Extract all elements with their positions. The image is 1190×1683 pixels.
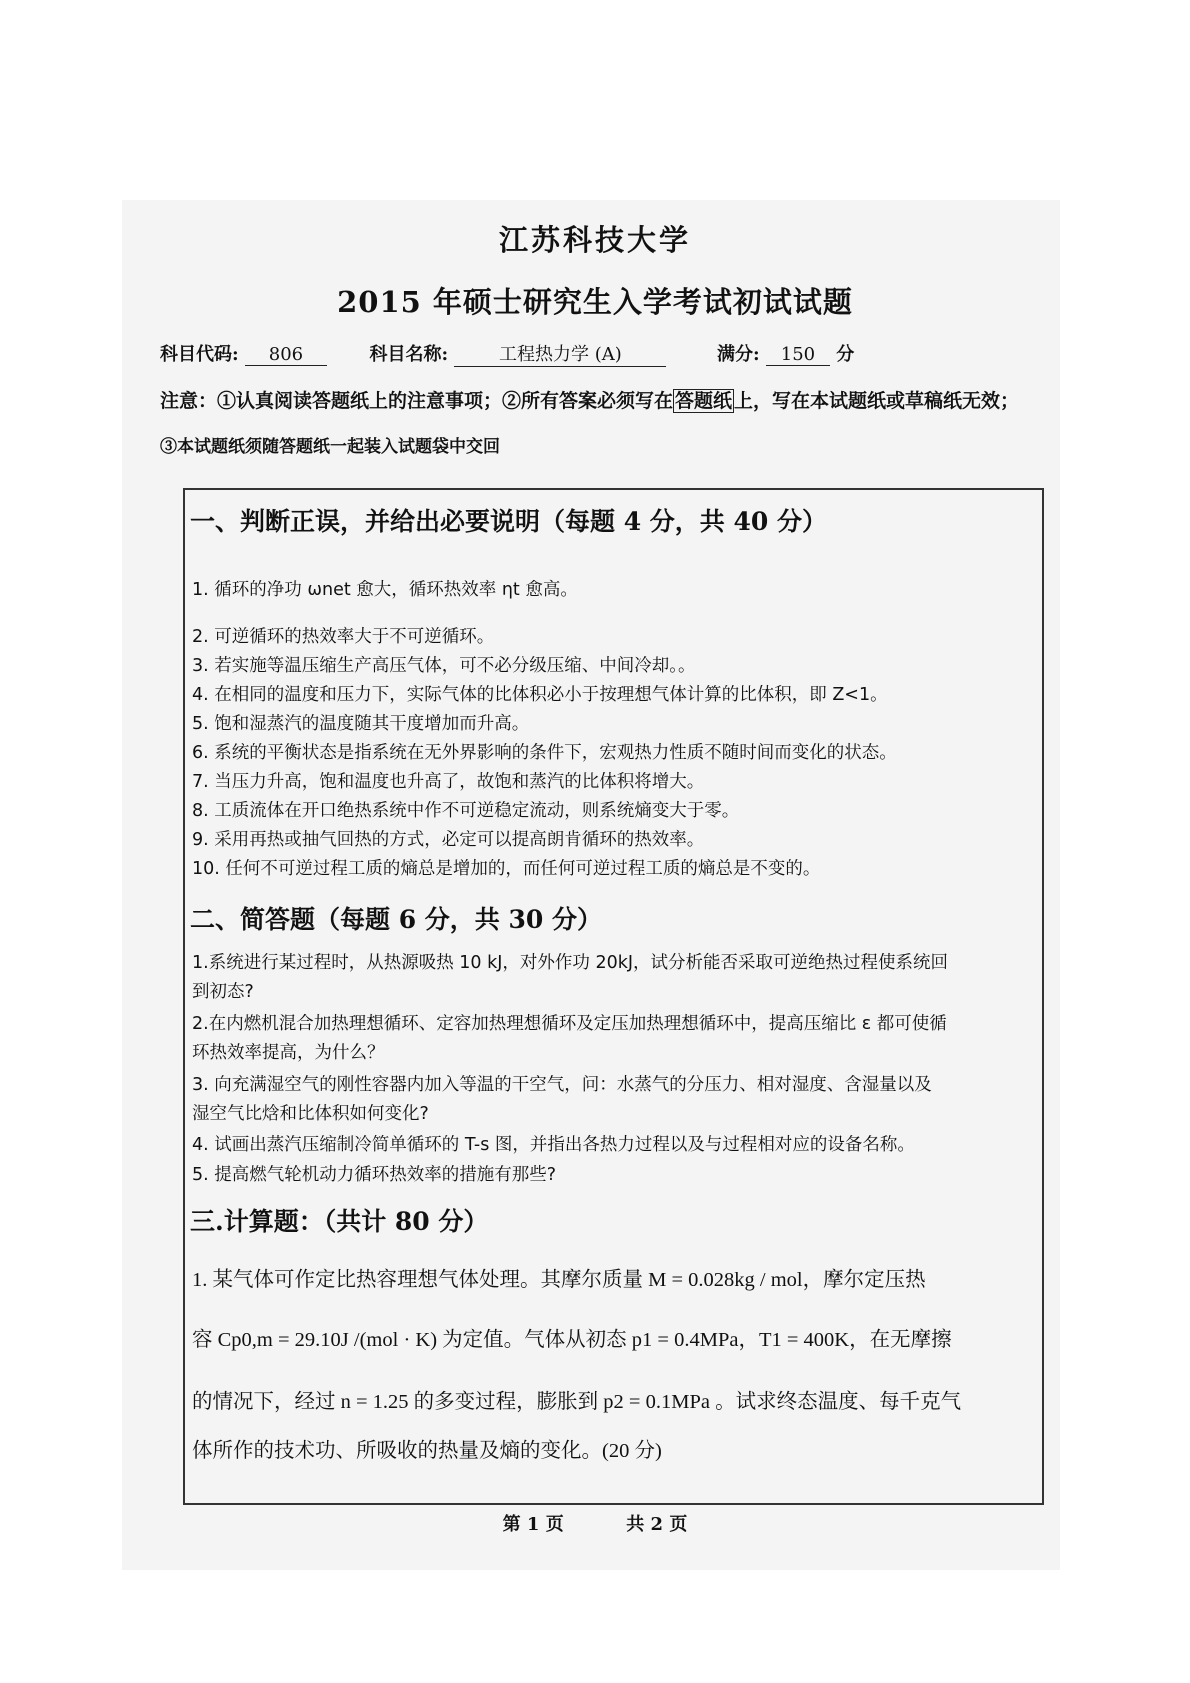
- section-2-title: 二、简答题（每题 6 分，共 30 分）: [190, 905, 603, 934]
- notice-line-1: [160, 386, 1019, 413]
- s2-line-6: 湿空气比焓和比体积如何变化?: [192, 1104, 429, 1124]
- code-value: 806: [245, 344, 327, 366]
- notice-line-2: ③本试题纸须随答题纸一起装入试题袋中交回: [160, 437, 500, 457]
- s2-line-7: 4. 试画出蒸汽压缩制冷简单循环的 T-s 图，并指出各热力过程以及与过程相对应的设备名称。: [192, 1135, 915, 1155]
- s1-item-8: 8. 工质流体在开口绝热系统中作不可逆稳定流动，则系统熵变大于零。: [192, 801, 740, 821]
- page-footer: [0, 1510, 1190, 1536]
- s1-item-10: 10. 任何不可逆过程工质的熵总是增加的，而任何可逆过程工质的熵总是不变的。: [192, 859, 821, 879]
- page-number: 第 1 页: [502, 1514, 564, 1535]
- s3-line-3: 的情况下，经过 n = 1.25 的多变过程，膨胀到 p2 = 0.1MPa 。试求终态温度、每千克气: [192, 1391, 962, 1413]
- s2-line-3: 2.在内燃机混合加热理想循环、定容加热理想循环及定压加热理想循环中，提高压缩比 ε 都可使循: [192, 1014, 947, 1034]
- name-value: 工程热力学 (A): [454, 340, 666, 367]
- s1-item-7: 7. 当压力升高，饱和温度也升高了，故饱和蒸汽的比体积将增大。: [192, 772, 705, 792]
- section-1-title: 一、判断正误，并给出必要说明（每题 4 分，共 40 分）: [190, 507, 828, 536]
- score-value: 150: [766, 344, 830, 366]
- s3-line-2: 容 Cp0,m = 29.10J /(mol · K) 为定值。气体从初态 p1 = 0.4MPa，T1 = 400K，在无摩擦: [192, 1329, 952, 1351]
- s1-item-4: 4. 在相同的温度和压力下，实际气体的比体积必小于按理想气体计算的比体积，即 Z<1。: [192, 685, 888, 705]
- s1-item-5: 5. 饱和湿蒸汽的温度随其干度增加而升高。: [192, 714, 530, 734]
- s2-line-2: 到初态?: [192, 982, 254, 1002]
- notice-text-a: 注意：①认真阅读答题纸上的注意事项；②所有答案必须写在: [160, 390, 674, 412]
- s2-line-4: 环热效率提高，为什么？: [192, 1043, 385, 1063]
- code-label: 科目代码:: [160, 344, 239, 365]
- s1-item-2: 2. 可逆循环的热效率大于不可逆循环。: [192, 627, 495, 647]
- s2-line-1: 1.系统进行某过程时，从热源吸热 10 kJ，对外作功 20kJ，试分析能否采取可逆绝热过程使系统回: [192, 953, 949, 973]
- score-unit: 分: [836, 344, 855, 365]
- s2-line-5: 3. 向充满湿空气的刚性容器内加入等温的干空气，问：水蒸气的分压力、相对湿度、含湿量以及: [192, 1075, 932, 1095]
- s2-line-8: 5. 提高燃气轮机动力循环热效率的措施有那些?: [192, 1165, 557, 1185]
- page-total: 共 2 页: [626, 1514, 688, 1535]
- s3-line-4: 体所作的技术功、所吸收的热量及熵的变化。(20 分): [192, 1440, 662, 1462]
- school-name: 江苏科技大学: [498, 223, 691, 257]
- name-label: 科目名称:: [369, 344, 449, 365]
- s3-line-1: 1. 某气体可作定比热容理想气体处理。其摩尔质量 M = 0.028kg / mol，摩尔定压热: [192, 1269, 926, 1291]
- s1-item-6: 6. 系统的平衡状态是指系统在无外界影响的条件下，宏观热力性质不随时间而变化的状态。: [192, 743, 897, 763]
- s1-item-9: 9. 采用再热或抽气回热的方式，必定可以提高朗肯循环的热效率。: [192, 830, 705, 850]
- s1-item-1: 1. 循环的净功 ωnet 愈大，循环热效率 ηt 愈高。: [192, 580, 578, 600]
- notice-text-b: 上，写在本试题纸或草稿纸无效；: [734, 390, 1020, 412]
- exam-title: 2015 年硕士研究生入学考试初试试题: [337, 285, 853, 319]
- s1-item-3: 3. 若实施等温压缩生产高压气体，可不必分级压缩、中间冷却。。: [192, 656, 696, 676]
- section-3-title: 三.计算题：（共计 80 分）: [190, 1207, 489, 1236]
- notice-boxed-word: 答题纸: [675, 390, 733, 412]
- subject-meta: [160, 340, 854, 367]
- score-label: 满分:: [717, 344, 760, 365]
